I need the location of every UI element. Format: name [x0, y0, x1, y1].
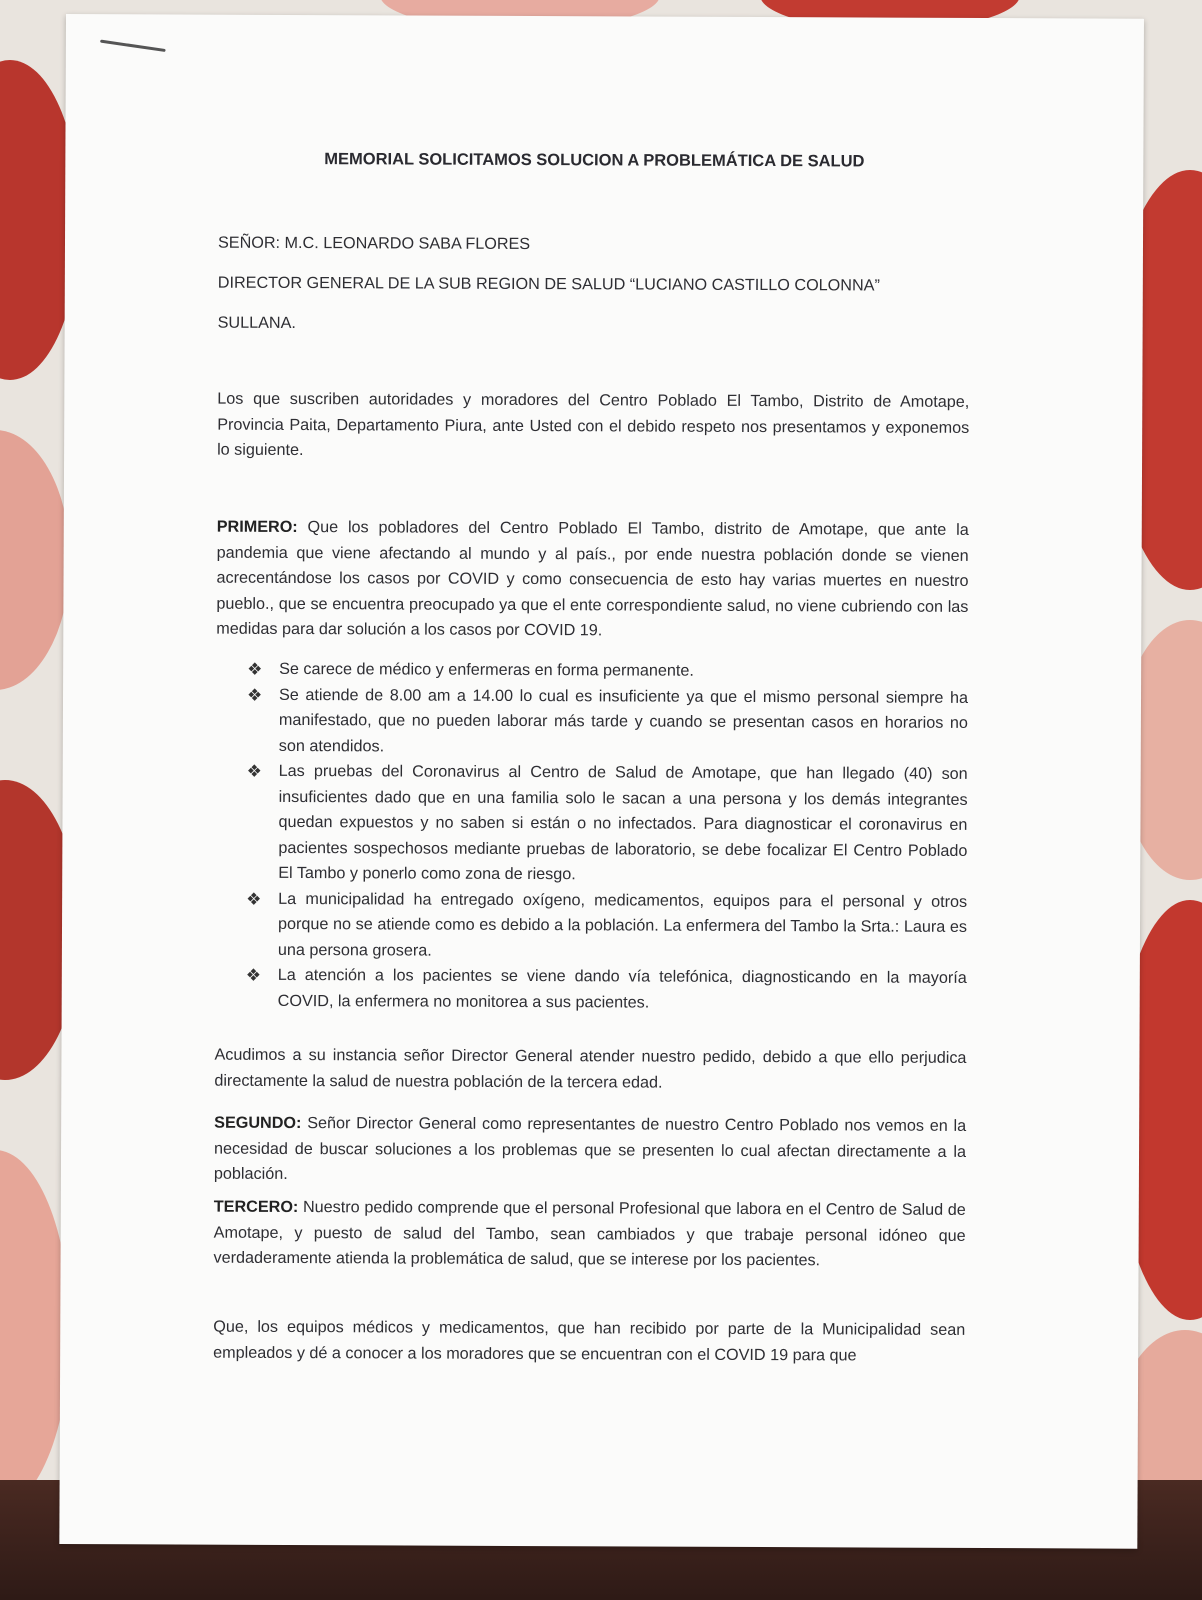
list-item-text: Las pruebas del Coronavirus al Centro de Salud de Amotape, que han llegado (40) son insuficientes dado que en una familia solo le sacan a una persona y los demás integrantes quedan expuestos y no saben si están o no infectados. Para diagnosticar el coronavirus en pacientes sospechosos mediante pruebas de laboratorio, se debe focalizar El Centro Poblado El Tambo y ponerlo como zona de riesgo.	[278, 761, 968, 884]
addressee-title: DIRECTOR GENERAL DE LA SUB REGION DE SALUD “LUCIANO CASTILLO COLONNA”	[217, 273, 880, 295]
acudimos-paragraph: Acudimos a su instancia señor Director General atender nuestro pedido, debido a que ello perjudica directamente la salud de nuestra población de la tercera edad.	[214, 1045, 967, 1092]
list-item-text: La municipalidad ha entregado oxígeno, medicamentos, equipos para el personal y otros porque no se atiende como es debido a la población. La enfermera del Tambo la Srta.: Laura es una persona grosera.	[277, 889, 968, 960]
list-item-text: La atención a los pacientes se viene dando vía telefónica, diagnosticando en la mayoría COVID, la enfermera no monitorea a sus pacientes.	[277, 965, 967, 1012]
list-item-text: Se atiende de 8.00 am a 14.00 lo cual es insuficiente ya que el mismo personal siempre ha manifestado, que no pueden laborar más tarde y cuando se presentan casos en horarios no son atendidos.	[278, 685, 969, 755]
primero-paragraph	[216, 515, 969, 646]
primero-text: Que los pobladores del Centro Poblado El Tambo, distrito de Amotape, que ante la pandemia que viene afectando al mundo y al país., por ende nuestra población donde se vienen acrecentándose los casos por COVID y como consecuencia de esto hay varias muertes en nuestro pueblo., que se encuentra preocupado ya que el ente correspondiente salud, no viene cubriendo con las medidas para dar solución a los casos por COVID 19.	[216, 518, 969, 640]
segundo-paragraph	[214, 1111, 966, 1191]
closing-paragraph: Que, los equipos médicos y medicamentos, que han recibido por parte de la Municipalidad sean empleados y dé a conocer a los moradores que se encuentran con el COVID 19 para que	[213, 1317, 966, 1364]
document-title: MEMORIAL SOLICITAMOS SOLUCION A PROBLEMÁTICA DE SALUD	[324, 150, 865, 171]
cloth-dot	[0, 430, 70, 690]
primero-label: PRIMERO:	[216, 517, 298, 537]
list-item-text: Se carece de médico y enfermeras en forma permanente.	[279, 659, 694, 680]
tercero-label: TERCERO:	[213, 1197, 299, 1217]
list-item	[215, 759, 968, 890]
problem-list	[215, 657, 969, 1017]
pen-mark	[100, 40, 166, 52]
segundo-label: SEGUNDO:	[214, 1113, 302, 1133]
diamond-bullet-icon: ❖	[246, 685, 263, 705]
diamond-bullet-icon: ❖	[247, 659, 263, 679]
addressee-name: SEÑOR: M.C. LEONARDO SABA FLORES	[217, 233, 531, 254]
document-page	[59, 14, 1144, 1549]
diamond-bullet-icon: ❖	[245, 965, 262, 985]
list-item	[216, 682, 968, 762]
list-item	[215, 963, 967, 1017]
diamond-bullet-icon: ❖	[246, 889, 262, 909]
diamond-bullet-icon: ❖	[246, 761, 262, 781]
list-item	[215, 886, 967, 966]
addressee-city: SULLANA.	[217, 313, 296, 333]
segundo-text: Señor Director General como representantes de nuestro Centro Poblado nos vemos en la necesidad de buscar soluciones a los problemas que se presenten lo cual afectan directamente a la población.	[213, 1114, 967, 1183]
list-item	[216, 657, 968, 686]
tercero-paragraph	[214, 1195, 966, 1275]
tercero-text: Nuestro pedido comprende que el personal Profesional que labora en el Centro de Salud de Amotape, y puesto de salud del Tambo, sean cambiados y que trabaje personal idóneo que verdaderamente atienda la problemática de salud, que se interese por los pacientes.	[213, 1198, 966, 1270]
intro-paragraph: Los que suscriben autoridades y moradores del Centro Poblado El Tambo, Distrito de Amotape, Provincia Paita, Departamento Piura, ante Usted con el debido respeto nos presentamos y exponemos lo siguiente.	[217, 389, 970, 460]
